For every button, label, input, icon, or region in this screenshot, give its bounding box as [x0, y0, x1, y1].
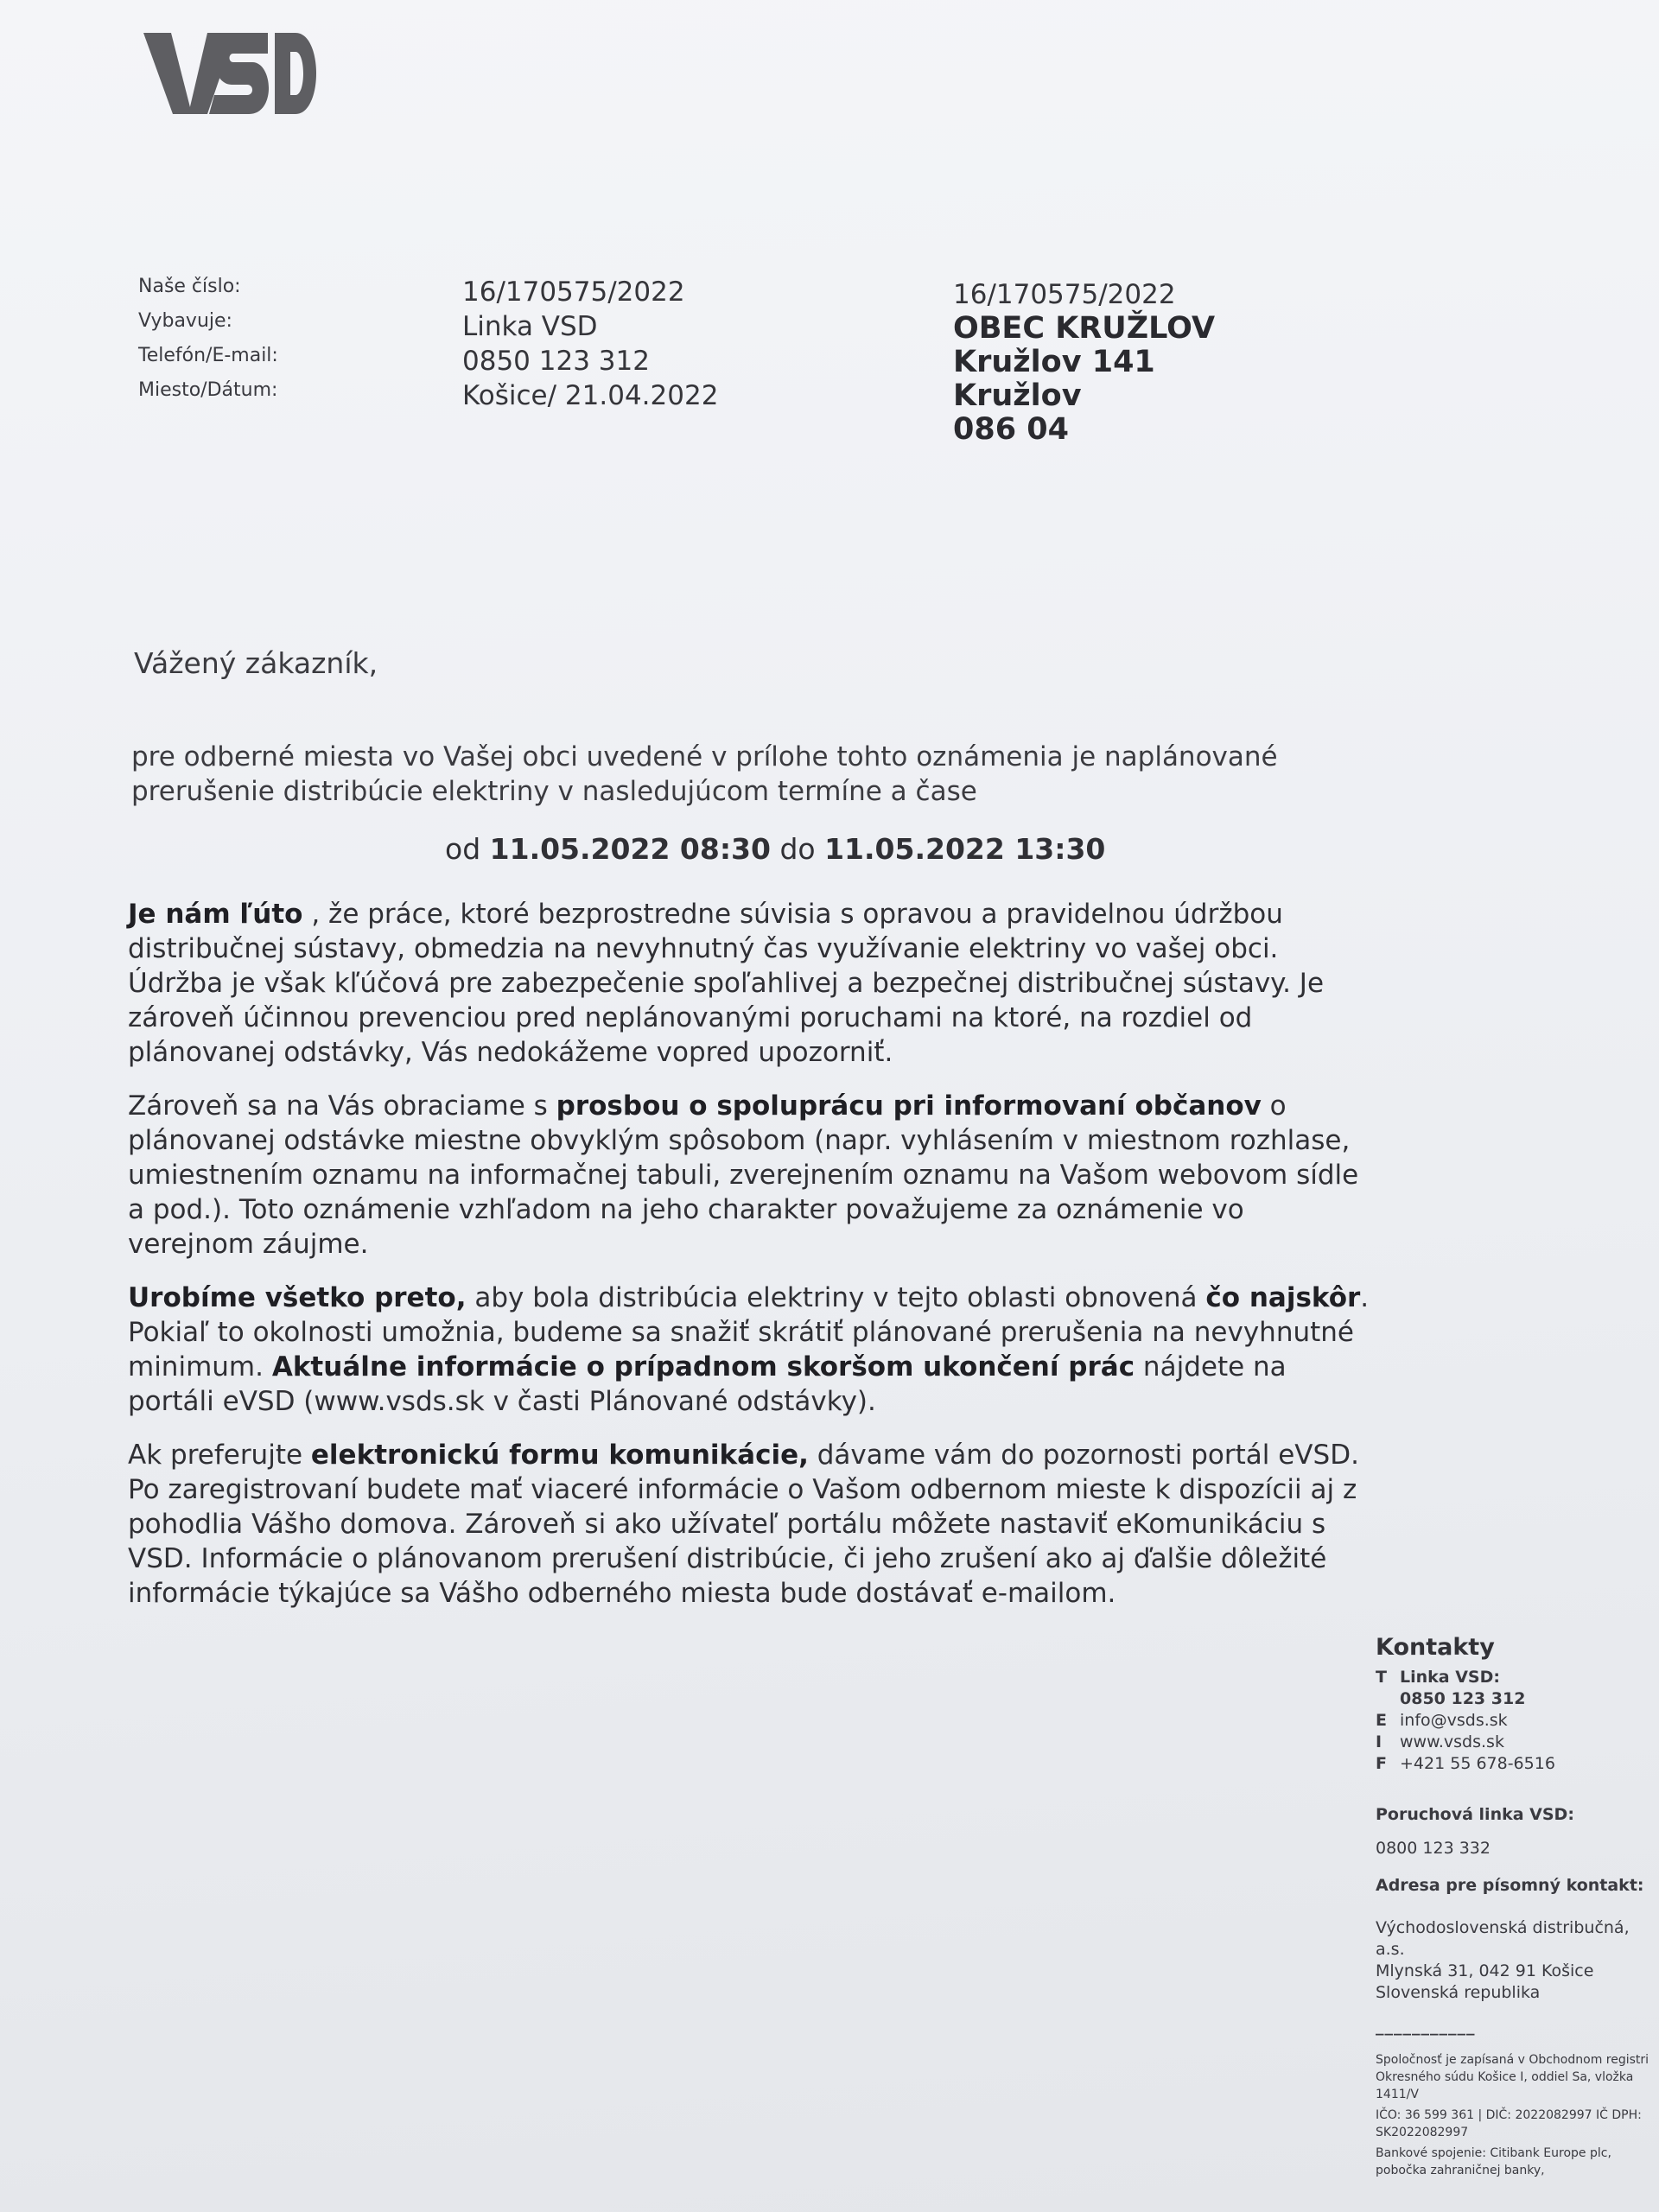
paragraph-restoration [128, 1281, 1372, 1419]
label-our-number: Naše číslo: [138, 276, 241, 297]
p3-bold-3: Aktuálne informácie o prípadnom skoršom ukončení prác [271, 1351, 1135, 1382]
recipient-ref: 16/170575/2022 [953, 279, 1176, 310]
period-to: 11.05.2022 13:30 [824, 832, 1106, 866]
recipient-name: OBEC KRUŽLOV [953, 311, 1216, 346]
paragraph-apology [128, 897, 1372, 1070]
contact-email-row [1376, 1710, 1652, 1732]
address-company: Východoslovenská distribučná, a.s. [1376, 1918, 1630, 1959]
bank-details: Bankové spojenie: Citibank Europe plc, pobočka zahraničnej banky, [1376, 2146, 1611, 2177]
contact-fax-row [1376, 1753, 1652, 1775]
address-title: Adresa pre písomný kontakt: [1376, 1876, 1644, 1895]
contact-email-label: E [1376, 1711, 1387, 1730]
value-place-date: Košice/ 21.04.2022 [462, 380, 719, 411]
registry-note: Spoločnosť je zapísaná v Obchodnom registri Okresného súdu Košice I, oddiel Sa, vložka 1411/V [1376, 2053, 1649, 2101]
p3-bold-1: Urobíme všetko preto, [128, 1282, 467, 1313]
contact-web: www.vsds.sk [1400, 1732, 1504, 1751]
letter-body [128, 897, 1372, 1630]
contact-phone: 0850 123 312 [1400, 1689, 1526, 1708]
greeting: Vážený zákazník, [134, 646, 378, 680]
contact-fax-label: F [1376, 1754, 1387, 1773]
p2-text-1: Zároveň sa na Vás obraciame s [128, 1090, 556, 1122]
p2-text-2: o plánovanej odstávke miestne obvyklým spôsobom (napr. vyhlásením v miestnom rozhlase, umiestnením oznamu na informačnej tabuli, zverejnením oznamu na Vašom webovom sídle a pod.). Toto oznámenie vzhľadom na jeho charakter považujeme za oznámenie vo verejnom záujme. [128, 1090, 1359, 1260]
separator: ___________ [1376, 2017, 1476, 2036]
p3-text-3: nájdete na portáli eVSD (www.vsds.sk v časti Plánované odstávky). [128, 1351, 1287, 1417]
contacts-title: Kontakty [1376, 1634, 1495, 1661]
fault-line-phone: 0800 123 332 [1376, 1839, 1491, 1858]
value-our-number: 16/170575/2022 [462, 276, 685, 308]
contact-phone-row [1376, 1667, 1652, 1688]
intro-paragraph: pre odberné miesta vo Vašej obci uvedené v prílohe tohto oznámenia je naplánované prerušenie distribúcie elektriny v nasledujúcom termíne a čase [131, 741, 1278, 807]
company-ids: IČO: 36 599 361 | DIČ: 2022082997 IČ DPH: SK2022082997 [1376, 2108, 1642, 2139]
recipient-zip: 086 04 [953, 412, 1069, 447]
contact-fax: +421 55 678-6516 [1400, 1754, 1555, 1773]
recipient-city: Kružlov [953, 378, 1082, 413]
p1-text-1: , že práce, ktoré bezprostredne súvisia s opravou a pravidelnou údržbou distribučnej sústavy, obmedzia na nevyhnutný čas využívanie elektriny vo vašej obci. Údržba je však kľúčová pre zabezpečenie spoľahlivej a bezpečnej distribučnej sústavy. Je zároveň účinnou prevenciou pred neplánovanými poruchami na ktoré, na rozdiel od plánovanej odstávky, Vás nedokážeme vopred upozorniť. [128, 899, 1325, 1068]
outage-period [445, 832, 1105, 866]
p4-text-2: dávame vám do pozornosti portál eVSD. Po zaregistrovaní budete mať viaceré informácie o Vašom odbernom mieste k dispozícii aj z pohodlia Vášho domova. Zároveň si ako užívateľ portálu môžete nastaviť eKomunikáciu s VSD. Informácie o plánovanom prerušení distribúcie, či jeho zrušení ako aj ďalšie dôležité informácie týkajúce sa Vášho odberného miesta bude dostávať e-mailom. [128, 1440, 1359, 1609]
period-from: 11.05.2022 08:30 [489, 832, 771, 866]
header-labels [138, 270, 278, 408]
recipient-address [953, 278, 1215, 447]
value-handled-by: Linka VSD [462, 311, 598, 342]
p3-text-1: aby bola distribúcia elektriny v tejto oblasti obnovená [466, 1282, 1206, 1313]
period-from-label: od [445, 832, 481, 866]
address-street: Mlynská 31, 042 91 Košice [1376, 1961, 1594, 1980]
value-phone-email: 0850 123 312 [462, 346, 650, 377]
label-phone-email: Telefón/E-mail: [138, 345, 278, 366]
p1-bold-1: Je nám ľúto [128, 899, 303, 930]
contact-web-label: I [1376, 1732, 1382, 1751]
p3-text-2: . Pokiaľ to okolnosti umožnia, budeme sa snažiť skrátiť plánované prerušenia na nevyhnutné minimum. [128, 1282, 1370, 1382]
paragraph-cooperation [128, 1089, 1372, 1262]
contact-email: info@vsds.sk [1400, 1711, 1508, 1730]
p2-bold-1: prosbou o spoluprácu pri informovaní občanov [556, 1090, 1262, 1122]
paragraph-evsd [128, 1438, 1372, 1611]
p4-text-1: Ak preferujte [128, 1440, 311, 1471]
contacts-sidebar [1376, 1634, 1652, 2179]
p3-bold-2: čo najskôr [1205, 1282, 1361, 1313]
header-values [462, 275, 718, 413]
label-handled-by: Vybavuje: [138, 310, 232, 332]
period-to-label: do [779, 832, 816, 866]
fault-line-title: Poruchová linka VSD: [1376, 1805, 1574, 1824]
address-country: Slovenská republika [1376, 1983, 1541, 2002]
contact-phone-label: T [1376, 1668, 1387, 1687]
contact-web-row [1376, 1732, 1652, 1753]
p4-bold-1: elektronickú formu komunikácie, [310, 1440, 809, 1471]
label-place-date: Miesto/Dátum: [138, 379, 278, 401]
recipient-street: Kružlov 141 [953, 345, 1155, 379]
vsd-logo [138, 26, 328, 138]
contact-phone-name: Linka VSD: [1400, 1668, 1500, 1687]
